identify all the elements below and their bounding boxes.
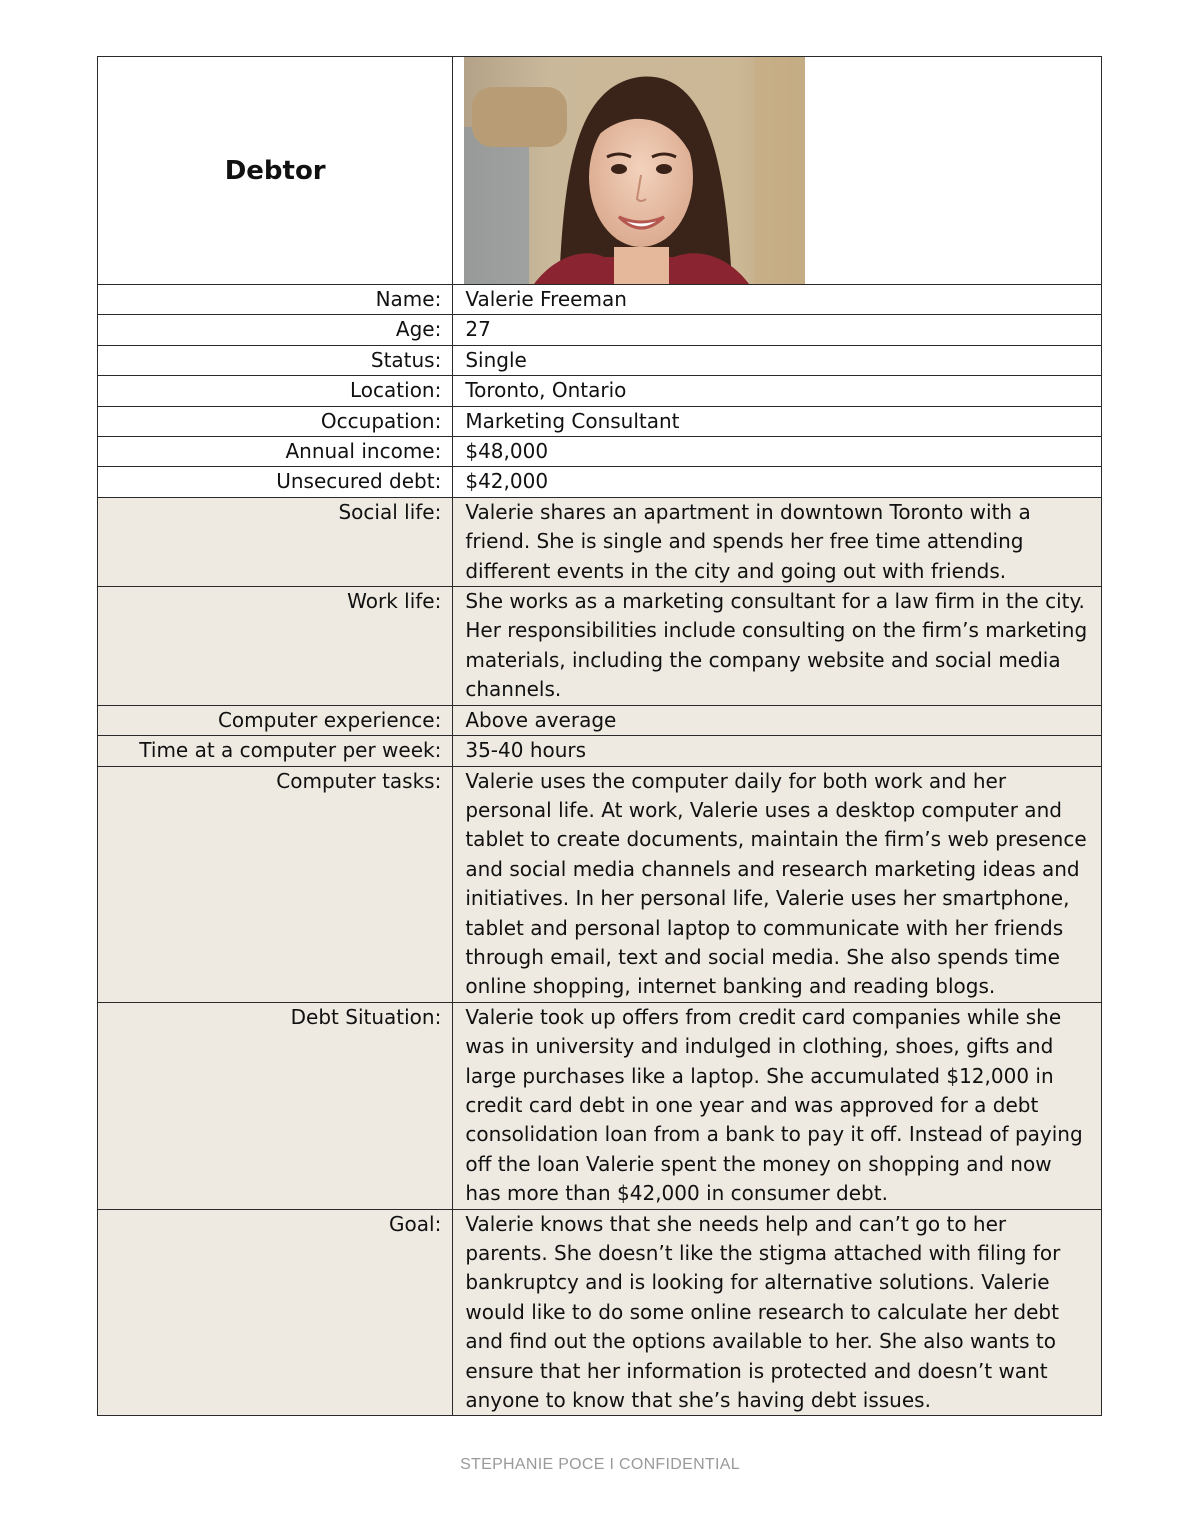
info-row-age xyxy=(98,315,1102,345)
row-value: Above average xyxy=(453,705,1102,735)
info-row-occupation xyxy=(98,406,1102,436)
row-value: Valerie Freeman xyxy=(453,285,1102,315)
persona-title: Debtor xyxy=(224,155,326,186)
row-label: Computer tasks: xyxy=(98,766,453,1002)
info-row-location xyxy=(98,376,1102,406)
row-label: Location: xyxy=(98,376,453,406)
row-value: Marketing Consultant xyxy=(453,406,1102,436)
persona-title-cell xyxy=(98,57,453,285)
persona-table xyxy=(97,56,1102,1416)
row-label: Annual income: xyxy=(98,437,453,467)
row-value: Valerie knows that she needs help and can’t go to her parents. She doesn’t like the stigma attached with filing for bankruptcy and is looking for alternative solutions. Valerie would like to do some online research to calculate her debt and find out the options available to her. She also wants to ensure that her information is protected and doesn’t want anyone to know that she’s having debt issues. xyxy=(453,1209,1102,1416)
row-label: Unsecured debt: xyxy=(98,467,453,497)
info-row-work-life xyxy=(98,587,1102,706)
info-row-computer-tasks xyxy=(98,766,1102,1002)
row-value: 27 xyxy=(453,315,1102,345)
row-value: 35-40 hours xyxy=(453,736,1102,766)
info-row-annual-income xyxy=(98,437,1102,467)
row-label: Name: xyxy=(98,285,453,315)
row-label: Age: xyxy=(98,315,453,345)
info-row-time-at-computer xyxy=(98,736,1102,766)
row-value: Valerie shares an apartment in downtown Toronto with a friend. She is single and spends her free time attending different events in the city and going out with friends. xyxy=(453,497,1102,586)
info-row-goal xyxy=(98,1209,1102,1416)
info-row-name xyxy=(98,285,1102,315)
row-value: $42,000 xyxy=(453,467,1102,497)
row-value: Single xyxy=(453,345,1102,375)
info-row-computer-experience xyxy=(98,705,1102,735)
row-value: $48,000 xyxy=(453,437,1102,467)
info-row-debt-situation xyxy=(98,1002,1102,1209)
persona-header-row xyxy=(98,57,1102,285)
row-value: Toronto, Ontario xyxy=(453,376,1102,406)
row-label: Status: xyxy=(98,345,453,375)
info-row-social-life xyxy=(98,497,1102,586)
page-footer: STEPHANIE POCE I CONFIDENTIAL xyxy=(460,1456,740,1473)
row-label: Social life: xyxy=(98,497,453,586)
info-row-status xyxy=(98,345,1102,375)
row-value: She works as a marketing consultant for a law firm in the city. Her responsibilities include consulting on the firm’s marketing materials, including the company website and social media channels. xyxy=(453,587,1102,706)
row-value: Valerie took up offers from credit card companies while she was in university and indulged in clothing, shoes, gifts and large purchases like a laptop. She accumulated $12,000 in credit card debt in one year and was approved for a debt consolidation loan from a bank to pay it off. Instead of paying off the loan Valerie spent the money on shopping and now has more than $42,000 in consumer debt. xyxy=(453,1002,1102,1209)
row-label: Occupation: xyxy=(98,406,453,436)
persona-photo-cell xyxy=(453,57,1102,285)
row-value: Valerie uses the computer daily for both work and her personal life. At work, Valerie uses a desktop computer and tablet to create documents, maintain the firm’s web presence and social media channels and research marketing ideas and initiatives. In her personal life, Valerie uses her smartphone, tablet and personal laptop to communicate with her friends through email, text and social media. She also spends time online shopping, internet banking and reading blogs. xyxy=(453,766,1102,1002)
persona-photo xyxy=(464,57,805,284)
row-label: Work life: xyxy=(98,587,453,706)
row-label: Computer experience: xyxy=(98,705,453,735)
info-row-unsecured-debt xyxy=(98,467,1102,497)
row-label: Goal: xyxy=(98,1209,453,1416)
row-label: Time at a computer per week: xyxy=(98,736,453,766)
row-label: Debt Situation: xyxy=(98,1002,453,1209)
